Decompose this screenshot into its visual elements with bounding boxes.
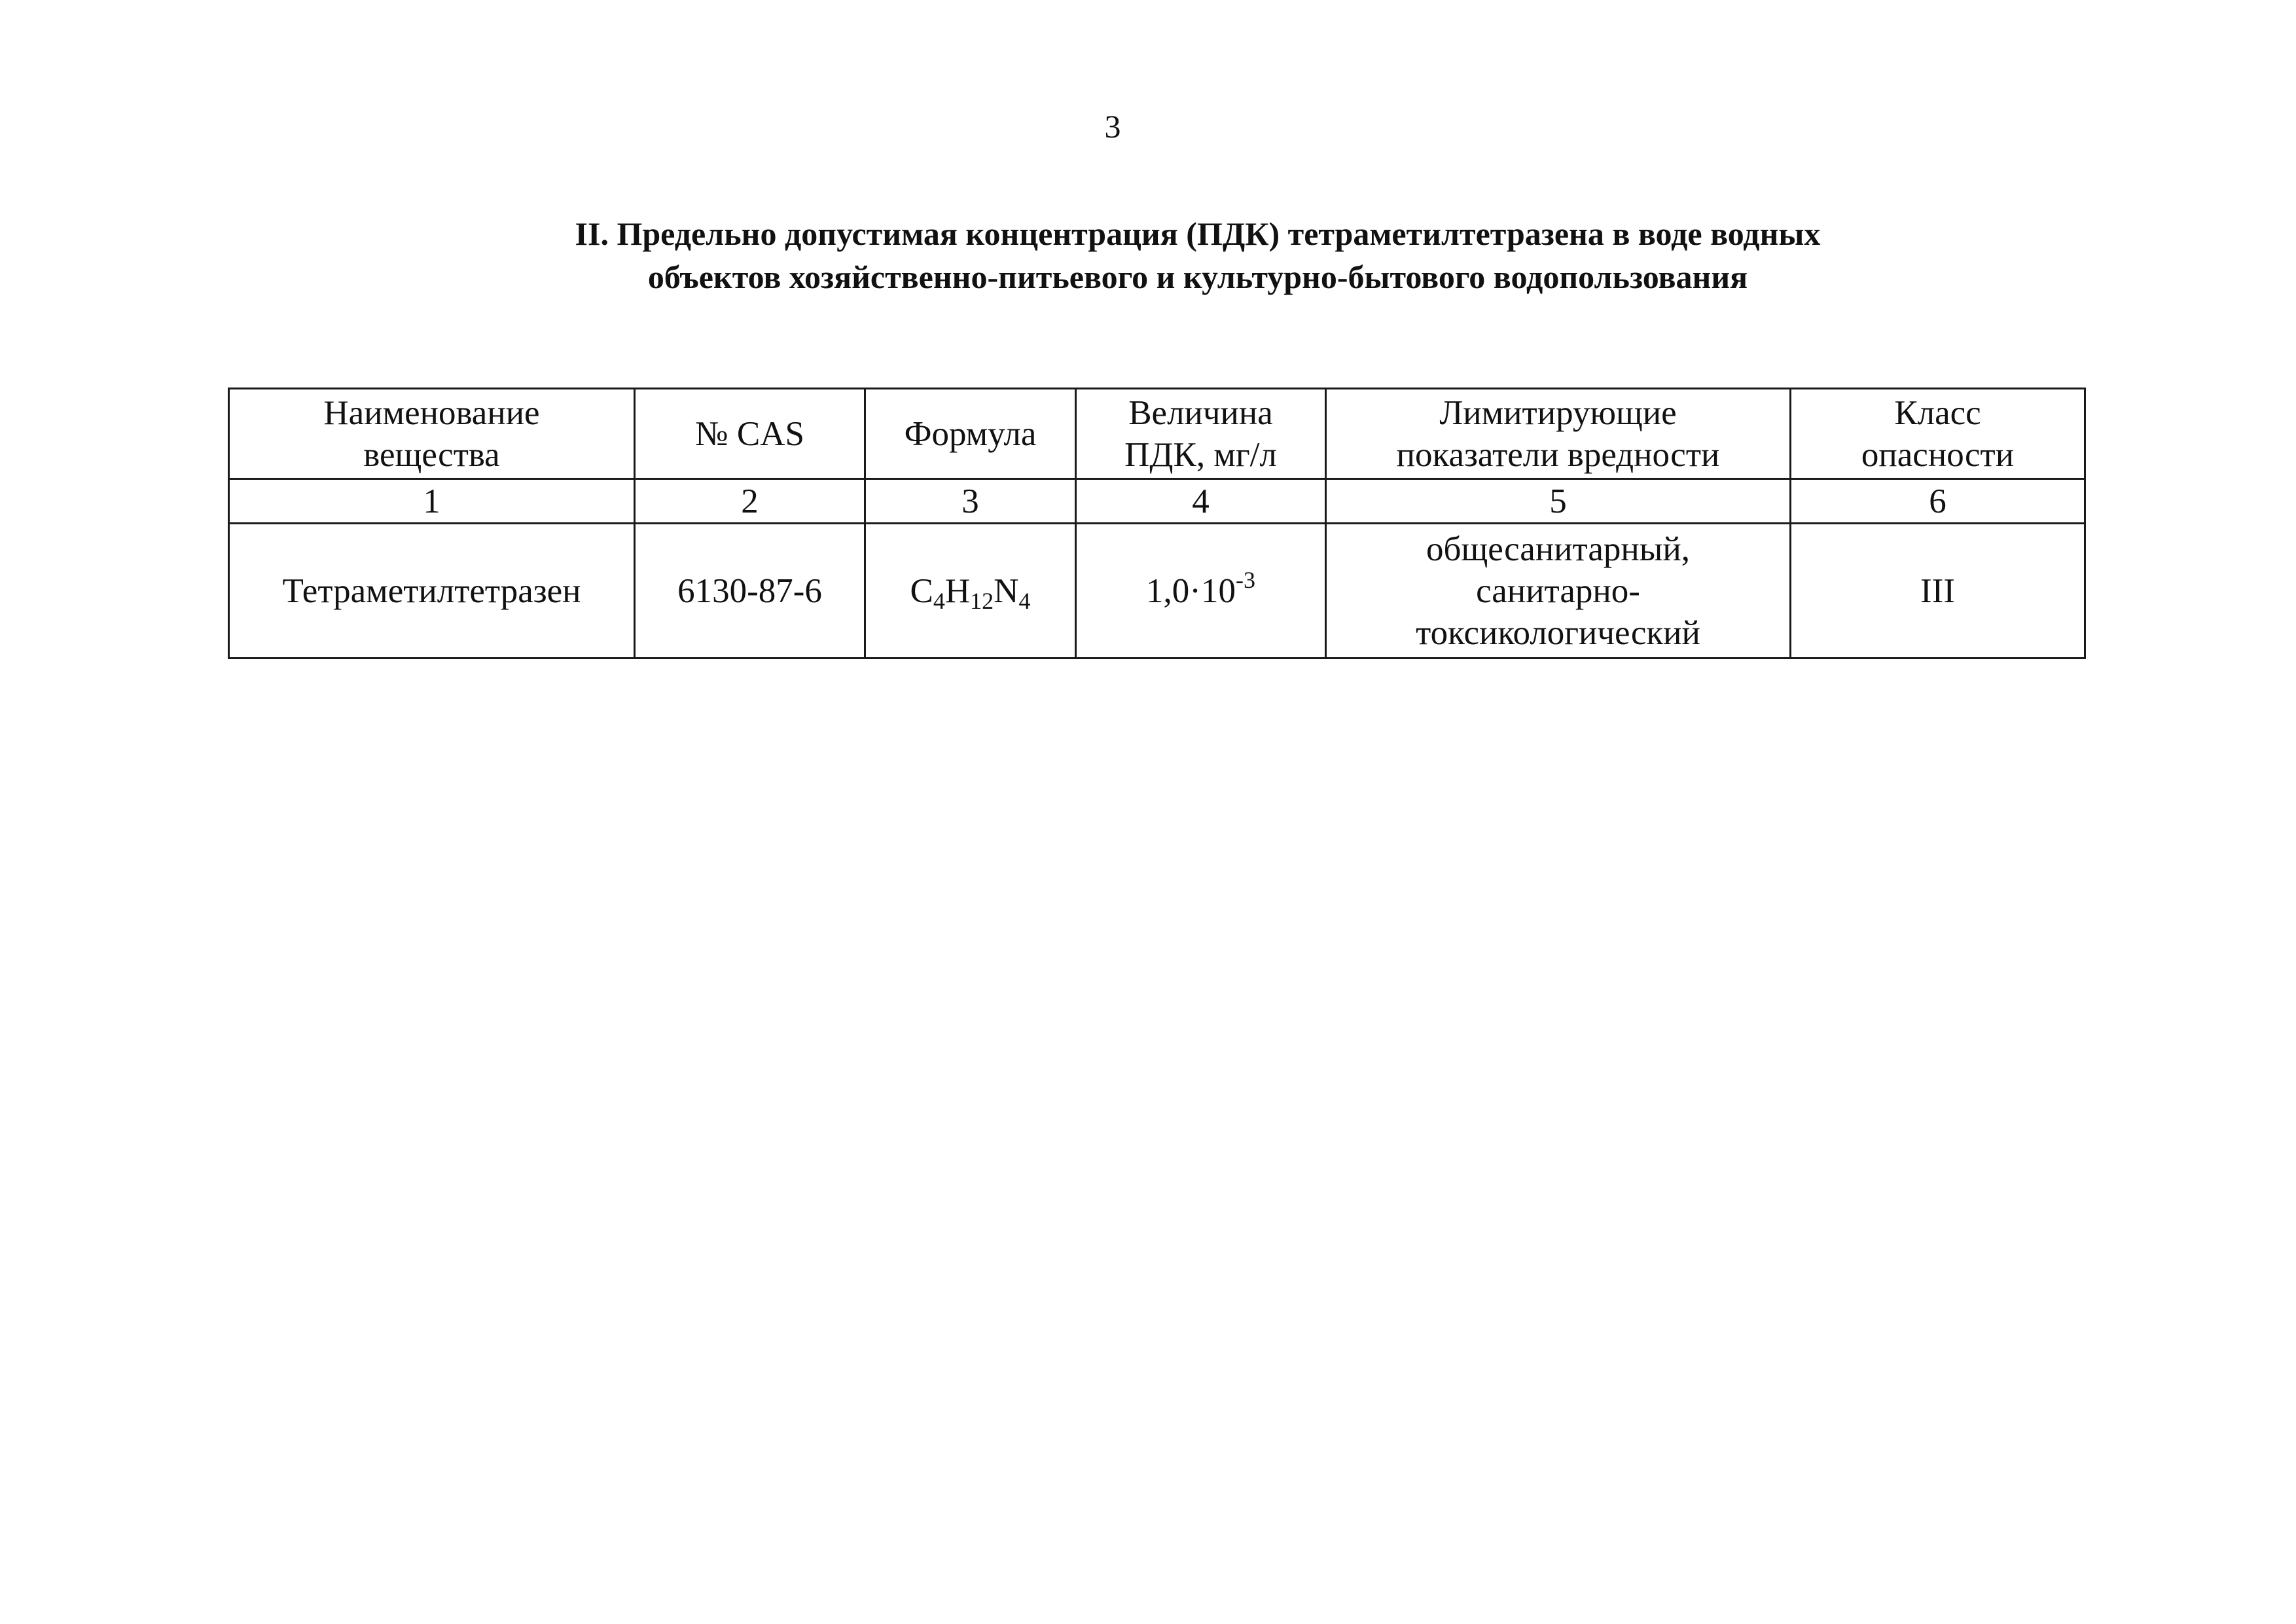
header-substance-name: Наименование вещества (229, 389, 635, 479)
pdk-table (228, 388, 2086, 659)
section-title-line-1: II. Предельно допустимая концентрация (ПДК) тетраметилтетразена в воде водных (575, 215, 1821, 252)
header-cas-number: № CAS (635, 389, 865, 479)
section-title-line-2: объектов хозяйственно-питьевого и культурно-бытового водопользования (647, 259, 1748, 295)
column-number: 3 (865, 479, 1076, 524)
header-formula: Формула (865, 389, 1076, 479)
column-number-row (229, 479, 2085, 524)
column-number: 4 (1076, 479, 1326, 524)
column-number: 5 (1326, 479, 1791, 524)
hazard-indicators-cell: общесанитарный, санитарно- токсикологический (1326, 524, 1791, 659)
substance-name-cell: Тетраметилтетразен (229, 524, 635, 659)
page-number: 3 (1104, 108, 1121, 145)
hazard-class-cell: III (1791, 524, 2085, 659)
pdk-value-cell: $1,0\cdot 10^{-3}$ (1076, 524, 1326, 659)
column-number: 2 (635, 479, 865, 524)
header-hazard-indicators: Лимитирующие показатели вредности (1326, 389, 1791, 479)
table-row (229, 524, 2085, 659)
cas-number-cell: 6130-87-6 (635, 524, 865, 659)
table-header-row (229, 389, 2085, 479)
formula-cell: $C_4H_{12}N_4$ (865, 524, 1076, 659)
column-number: 1 (229, 479, 635, 524)
column-number: 6 (1791, 479, 2085, 524)
header-hazard-class: Класс опасности (1791, 389, 2085, 479)
header-pdk-value: Величина ПДК, мг/л (1076, 389, 1326, 479)
section-title (367, 212, 2029, 298)
